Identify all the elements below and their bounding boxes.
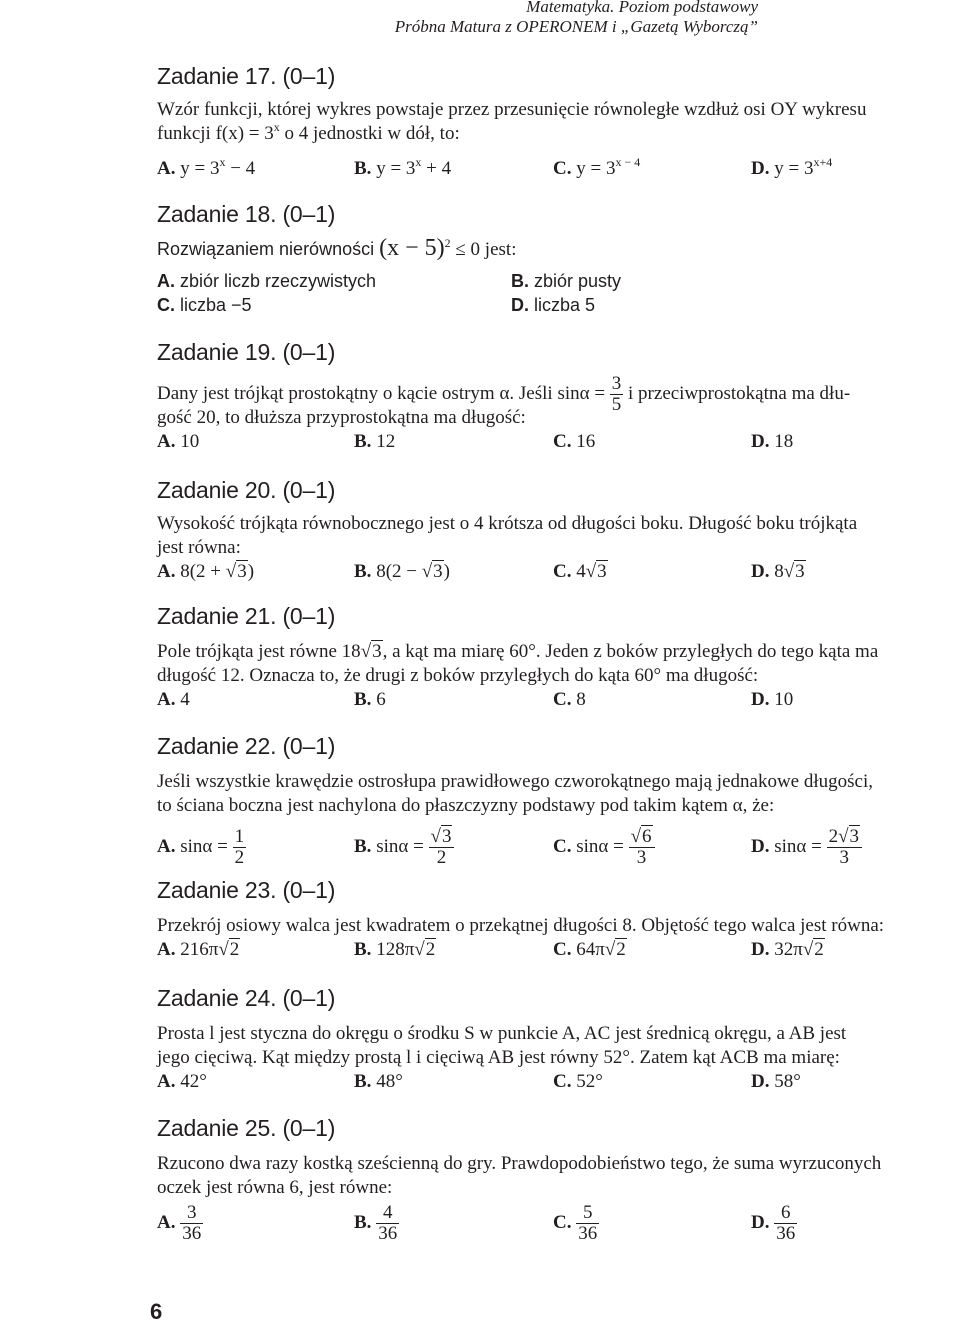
answer-a[interactable]: A. $y = 3^x - 4$ (157, 155, 256, 179)
task-21-answers (157, 688, 960, 712)
task-18-answers-row-1 (157, 269, 960, 293)
task-25 (157, 1114, 960, 1246)
answer-b[interactable]: B. 128π√2 (354, 939, 436, 960)
task-17-question-line-2: funkcji $f(x) = 3^x$ o 4 jednostki w dół, to: (157, 120, 460, 144)
task-24-answers (157, 1070, 960, 1094)
task-20 (157, 476, 960, 584)
task-23-answers (157, 938, 960, 962)
answer-c[interactable]: C. $y = 3^{x - 4}$ (553, 155, 641, 179)
answer-d[interactable]: D. sinα = $\frac{2√3}{3}$ (751, 824, 862, 870)
task-25-question-line-2: oczek jest równa 6, jest równe: (157, 1177, 393, 1198)
fraction-3-5: $\frac{3}{5}$ (611, 373, 622, 415)
answer-d[interactable]: D. $\frac{6}{36}$ (751, 1202, 796, 1245)
answer-d[interactable]: D. 10 (751, 689, 794, 710)
task-24-question-line-1: Prosta l jest styczna do okręgu o środku S w punkcie A, AC jest średnicą okręgu, a AB jest (157, 1023, 847, 1044)
answer-a[interactable]: A. 10 (157, 431, 200, 452)
task-25-answers (157, 1200, 960, 1246)
answer-b[interactable]: B. 48° (354, 1071, 403, 1092)
answer-b[interactable]: B. zbiór pusty (511, 271, 622, 291)
task-17 (157, 62, 960, 181)
answer-d[interactable]: D. 8√3 (751, 561, 805, 582)
answer-a[interactable]: A. 4 (157, 689, 190, 710)
answer-b[interactable]: B. $y = 3^x + 4$ (354, 155, 452, 179)
task-21-question-line-2: długość 12. Oznacza to, że drugi z boków przyległych do kąta 60° ma długość: (157, 665, 759, 686)
task-23-question: Przekrój osiowy walca jest kwadratem o przekątnej długości 8. Objętość tego walca jest równa: (157, 915, 885, 936)
task-22-question-line-2: to ściana boczna jest nachylona do płaszczyzny podstawy pod takim kątem α, że: (157, 795, 775, 816)
answer-b[interactable]: B. 8(2 − √3) (354, 561, 450, 582)
task-19 (157, 338, 960, 454)
answer-c[interactable]: C. sinα = $\frac{√6}{3}$ (553, 824, 655, 870)
answer-c[interactable]: C. 16 (553, 431, 596, 452)
task-20-question-line-2: jest równa: (157, 537, 241, 558)
task-22-title: Zadanie 22. (0–1) (157, 733, 336, 759)
answer-d[interactable]: D. 32π√2 (751, 939, 824, 960)
header-subject: Matematyka. Poziom podstawowy (526, 0, 758, 16)
task-19-title: Zadanie 19. (0–1) (157, 339, 336, 365)
task-17-answers (157, 157, 960, 181)
task-22 (157, 732, 960, 870)
task-23 (157, 876, 960, 962)
answer-a[interactable]: A. 8(2 + √3) (157, 561, 255, 582)
task-18-title: Zadanie 18. (0–1) (157, 201, 336, 227)
answer-c[interactable]: C. 52° (553, 1071, 603, 1092)
answer-d[interactable]: D. 58° (751, 1071, 801, 1092)
answer-d[interactable]: D. liczba 5 (511, 295, 596, 315)
task-22-answers (157, 824, 960, 870)
answer-d[interactable]: D. 18 (751, 431, 794, 452)
task-21 (157, 602, 960, 712)
task-18-answers-row-2 (157, 293, 960, 317)
answer-a[interactable]: A. sinα = $\frac{1}{2}$ (157, 826, 245, 869)
task-19-question-line-2: gość 20, to dłuższa przyprostokątna ma długość: (157, 407, 526, 428)
task-24 (157, 984, 960, 1094)
answer-c[interactable]: C. 8 (553, 689, 586, 710)
page-number: 6 (150, 1299, 163, 1324)
task-23-title: Zadanie 23. (0–1) (157, 877, 336, 903)
task-20-answers (157, 560, 960, 584)
answer-c[interactable]: C. $\frac{5}{36}$ (553, 1202, 598, 1245)
task-19-answers (157, 430, 960, 454)
answer-a[interactable]: A. 216π√2 (157, 939, 240, 960)
task-17-question-line-1: Wzór funkcji, której wykres powstaje przez przesunięcie równoległe wzdłuż osi OY wykresu (157, 99, 867, 120)
answer-a[interactable]: A. zbiór liczb rzeczywistych (157, 271, 377, 291)
answer-c[interactable]: C. 4√3 (553, 561, 607, 582)
page-header (0, 0, 758, 37)
task-19-question-line-1: Dany jest trójkąt prostokątny o kącie ostrym α. Jeśli sinα = $\frac{3}{5}$ i przeciwprostokątna ma dłu- (157, 373, 851, 415)
task-18-question: Rozwiązaniem nierówności $(x - 5)^2 \le 0$ jest: (157, 235, 517, 261)
task-22-question-line-1: Jeśli wszystkie krawędzie ostrosłupa prawidłowego czworokątnego mają jednakowe długości, (157, 771, 873, 792)
task-25-question-line-1: Rzucono dwa razy kostką sześcienną do gry. Prawdopodobieństwo tego, że suma wyrzuconych (157, 1153, 882, 1174)
answer-b[interactable]: B. $\frac{4}{36}$ (354, 1202, 398, 1245)
task-24-question-line-2: jego cięciwą. Kąt między prostą l i cięciwą AB jest równy 52°. Zatem kąt ACB ma miarę: (157, 1047, 840, 1068)
task-25-title: Zadanie 25. (0–1) (157, 1115, 336, 1141)
task-20-question-line-1: Wysokość trójkąta równobocznego jest o 4 krótsza od długości boku. Długość boku trójkąta (157, 513, 858, 534)
task-21-title: Zadanie 21. (0–1) (157, 603, 336, 629)
task-24-title: Zadanie 24. (0–1) (157, 985, 336, 1011)
answer-b[interactable]: B. 6 (354, 689, 386, 710)
header-exam: Próbna Matura z OPERONEM i „Gazetą Wyborczą” (394, 17, 758, 36)
task-17-title: Zadanie 17. (0–1) (157, 63, 336, 89)
task-18 (157, 200, 960, 317)
task-21-question-line-1: Pole trójkąta jest równe 18√3, a kąt ma miarę 60°. Jeden z boków przyległych do tego kąta ma (157, 641, 879, 662)
answer-c[interactable]: C. liczba −5 (157, 295, 252, 315)
answer-a[interactable]: A. $\frac{3}{36}$ (157, 1202, 202, 1245)
answer-b[interactable]: B. sinα = $\frac{√3}{2}$ (354, 824, 454, 870)
task-20-title: Zadanie 20. (0–1) (157, 477, 336, 503)
answer-c[interactable]: C. 64π√2 (553, 939, 626, 960)
answer-b[interactable]: B. 12 (354, 431, 396, 452)
answer-d[interactable]: D. $y = 3^{x+4}$ (751, 155, 833, 179)
answer-a[interactable]: A. 42° (157, 1071, 207, 1092)
